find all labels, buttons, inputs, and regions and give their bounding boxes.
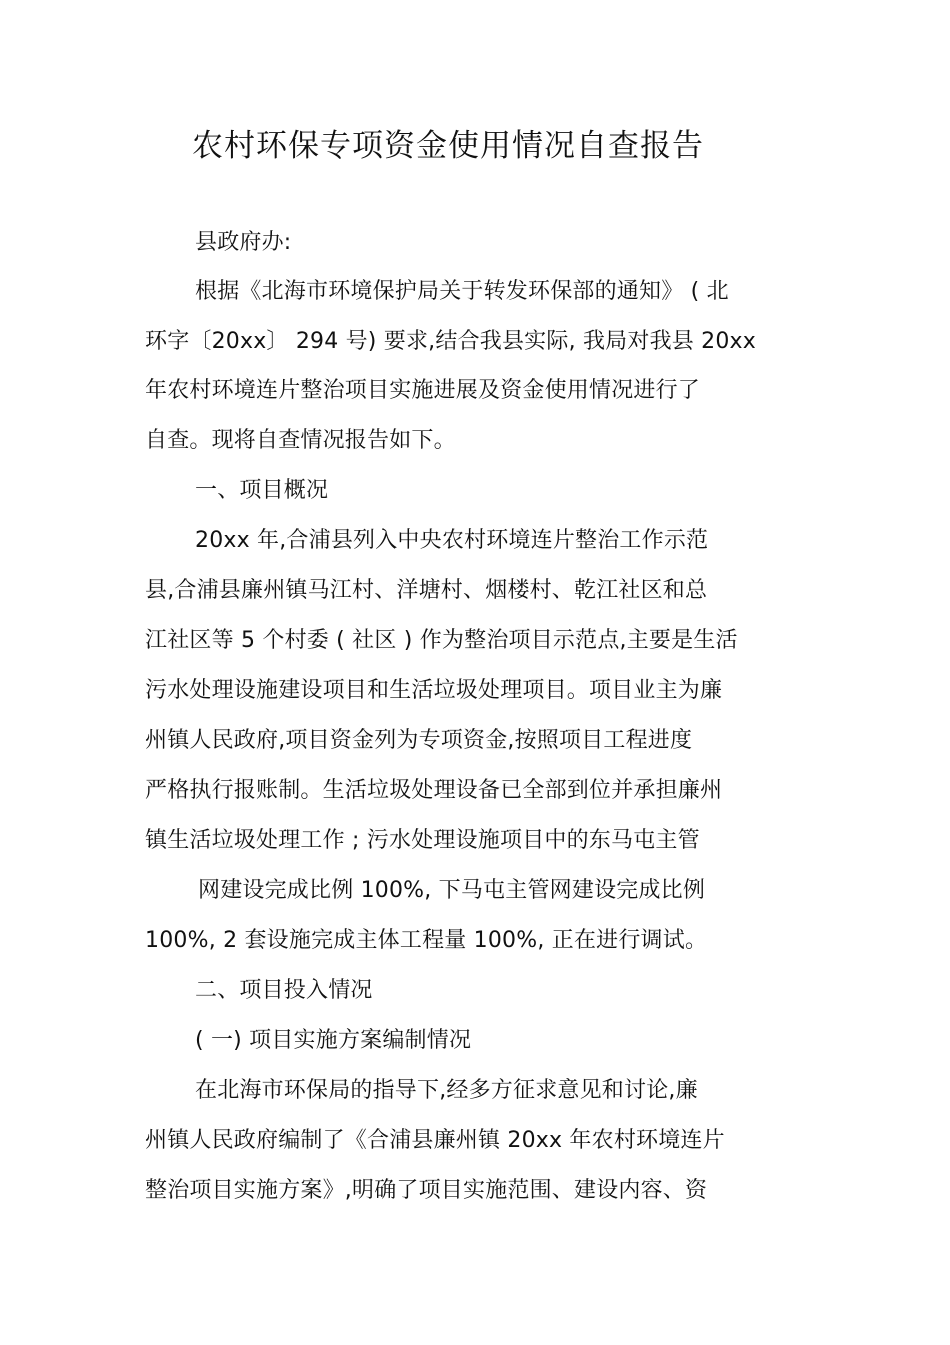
paragraph-line: 根据《北海市环境保护局关于转发环保部的通知》 ( 北 — [195, 279, 729, 304]
subsection-heading: ( 一) 项目实施方案编制情况 — [195, 1028, 472, 1053]
paragraph-line: 镇生活垃圾处理工作 ; 污水处理设施项目中的东马屯主管 — [145, 828, 700, 853]
section-heading: 一、项目概况 — [195, 478, 329, 503]
paragraph-line: 在北海市环保局的指导下,经多方征求意见和讨论,廉 — [195, 1078, 698, 1103]
paragraph-line: 州镇人民政府编制了《合浦县廉州镇 20xx 年农村环境连片 — [145, 1128, 725, 1153]
paragraph-line: 20xx 年,合浦县列入中央农村环境连片整治工作示范 — [195, 528, 709, 553]
paragraph-line: 严格执行报账制。生活垃圾处理设备已全部到位并承担廉州 — [145, 778, 723, 803]
paragraph-line: 污水处理设施建设项目和生活垃圾处理项目。项目业主为廉 — [145, 678, 723, 703]
paragraph-line: 100%, 2 套设施完成主体工程量 100%, 正在进行调试。 — [145, 928, 708, 953]
paragraph-line: 整治项目实施方案》,明确了项目实施范围、建设内容、资 — [145, 1178, 708, 1203]
section-heading: 二、项目投入情况 — [195, 978, 373, 1003]
paragraph-line: 环字〔20xx〕 294 号) 要求,结合我县实际, 我局对我县 20xx — [145, 329, 756, 354]
paragraph-line: 州镇人民政府,项目资金列为专项资金,按照项目工程进度 — [145, 728, 693, 753]
paragraph-line: 年农村环境连片整治项目实施进展及资金使用情况进行了 — [145, 378, 701, 403]
paragraph-line: 网建设完成比例 100%, 下马屯主管网建设完成比例 — [198, 878, 706, 903]
document-title: 农村环保专项资金使用情况自查报告 — [192, 128, 704, 164]
salutation: 县政府办: — [195, 230, 292, 255]
paragraph-line: 江社区等 5 个村委 ( 社区 ) 作为整治项目示范点,主要是生活 — [145, 628, 738, 653]
paragraph-line: 自查。现将自查情况报告如下。 — [145, 428, 456, 453]
paragraph-line: 县,合浦县廉州镇马江村、洋塘村、烟楼村、乾江社区和总 — [145, 578, 708, 603]
